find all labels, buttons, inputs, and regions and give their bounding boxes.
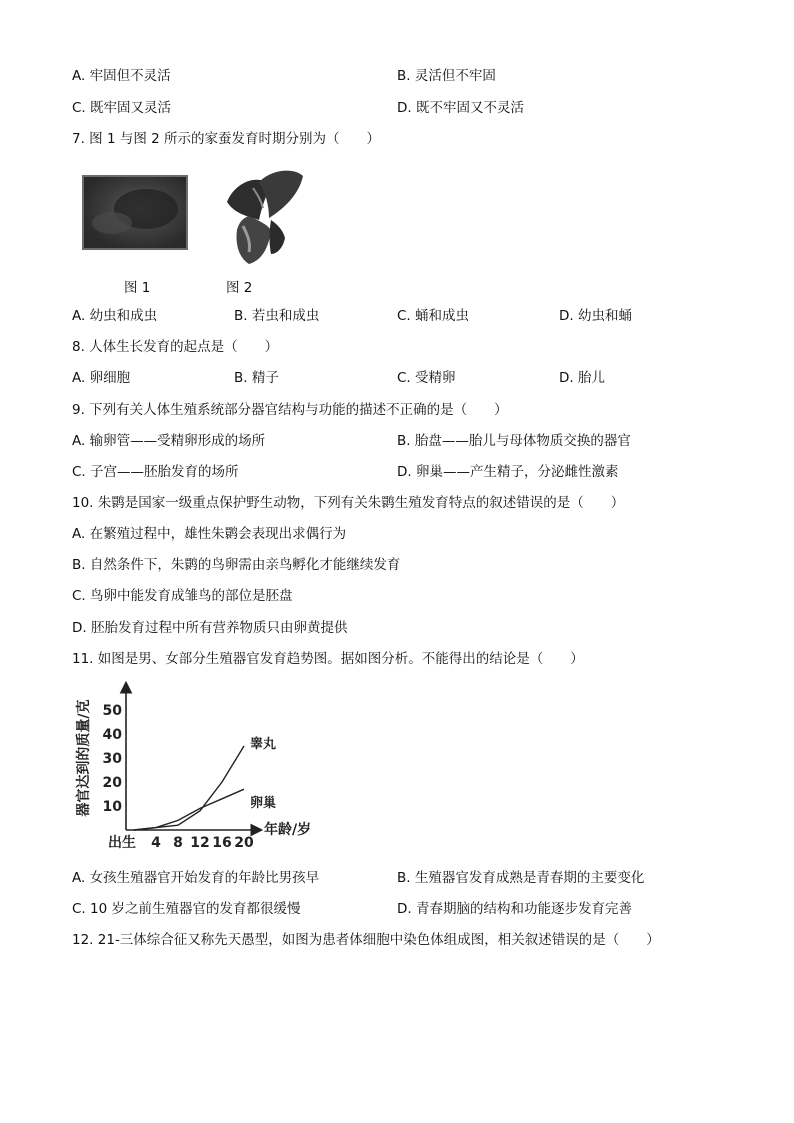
silkworm-moth-photo	[213, 164, 305, 268]
q12-stem: 12. 21-三体综合征又称先天愚型，如图为患者体细胞中染色体组成图，相关叙述错误的是（ ）	[72, 932, 660, 948]
organ-growth-chart	[74, 680, 324, 850]
q6-option-a: A. 牢固但不灵活	[72, 68, 171, 84]
q6-option-b: B. 灵活但不牢固	[397, 68, 496, 84]
q9-option-a: A. 输卵管——受精卵形成的场所	[72, 433, 266, 449]
x-tick-label: 20	[234, 835, 254, 850]
q10-option-a: A. 在繁殖过程中，雄性朱鹮会表现出求偶行为	[72, 526, 347, 542]
fig2-caption: 图 2	[226, 280, 253, 296]
x-tick-label: 16	[212, 835, 232, 850]
y-tick-label: 50	[102, 703, 122, 719]
x-tick-label: 出生	[108, 835, 136, 850]
q10-stem: 10. 朱鹮是国家一级重点保护野生动物，下列有关朱鹮生殖发育特点的叙述错误的是（ ）	[72, 495, 625, 511]
q7-stem: 7. 图 1 与图 2 所示的家蚕发育时期分别为（ ）	[72, 131, 381, 147]
q8-option-c: C. 受精卵	[397, 370, 456, 386]
y-tick-label: 10	[102, 799, 122, 815]
q8-option-b: B. 精子	[234, 370, 279, 386]
x-tick-label: 12	[190, 835, 210, 850]
silkworm-larva-photo	[82, 175, 188, 250]
q6-option-c: C. 既牢固又灵活	[72, 100, 172, 116]
q9-option-b: B. 胎盘——胎儿与母体物质交换的器官	[397, 433, 631, 449]
y-tick-label: 30	[102, 751, 122, 767]
y-axis-label: 器官达到的质量/克	[76, 699, 92, 817]
q7-option-b: B. 若虫和成虫	[234, 308, 320, 324]
q8-option-d: D. 胎儿	[559, 370, 605, 386]
q9-option-c: C. 子宫——胚胎发育的场所	[72, 464, 239, 480]
q7-option-a: A. 幼虫和成虫	[72, 308, 158, 324]
q8-option-a: A. 卵细胞	[72, 370, 131, 386]
q11-stem: 11. 如图是男、女部分生殖器官发育趋势图。据如图分析。不能得出的结论是（ ）	[72, 651, 584, 667]
q11-option-b: B. 生殖器官发育成熟是青春期的主要变化	[397, 870, 645, 886]
q7-option-c: C. 蛹和成虫	[397, 308, 470, 324]
series-line-1	[134, 789, 244, 830]
q10-option-c: C. 鸟卵中能发育成雏鸟的部位是胚盘	[72, 588, 293, 604]
q8-stem: 8. 人体生长发育的起点是（ ）	[72, 339, 279, 355]
x-tick-label: 8	[173, 835, 183, 850]
q10-option-b: B. 自然条件下，朱鹮的鸟卵需由亲鸟孵化才能继续发育	[72, 557, 401, 573]
y-tick-label: 20	[102, 775, 122, 791]
y-tick-label: 40	[102, 727, 122, 743]
q10-option-d: D. 胚胎发育过程中所有营养物质只由卵黄提供	[72, 620, 348, 636]
q11-option-a: A. 女孩生殖器官开始发育的年龄比男孩早	[72, 870, 320, 886]
x-tick-label: 4	[151, 835, 161, 850]
q11-option-c: C. 10 岁之前生殖器官的发育都很缓慢	[72, 901, 301, 917]
series-label-1: 卵巢	[250, 796, 277, 812]
series-label-0: 睾丸	[250, 737, 277, 752]
q11-option-d: D. 青春期脑的结构和功能逐步发育完善	[397, 901, 632, 917]
q9-option-d: D. 卵巢——产生精子，分泌雌性激素	[397, 464, 619, 480]
q9-stem: 9. 下列有关人体生殖系统部分器官结构与功能的描述不正确的是（ ）	[72, 402, 508, 418]
fig1-caption: 图 1	[124, 280, 151, 296]
x-axis-label: 年龄/岁	[264, 822, 312, 838]
q7-option-d: D. 幼虫和蛹	[559, 308, 632, 324]
series-line-0	[134, 746, 244, 830]
q6-option-d: D. 既不牢固又不灵活	[397, 100, 524, 116]
